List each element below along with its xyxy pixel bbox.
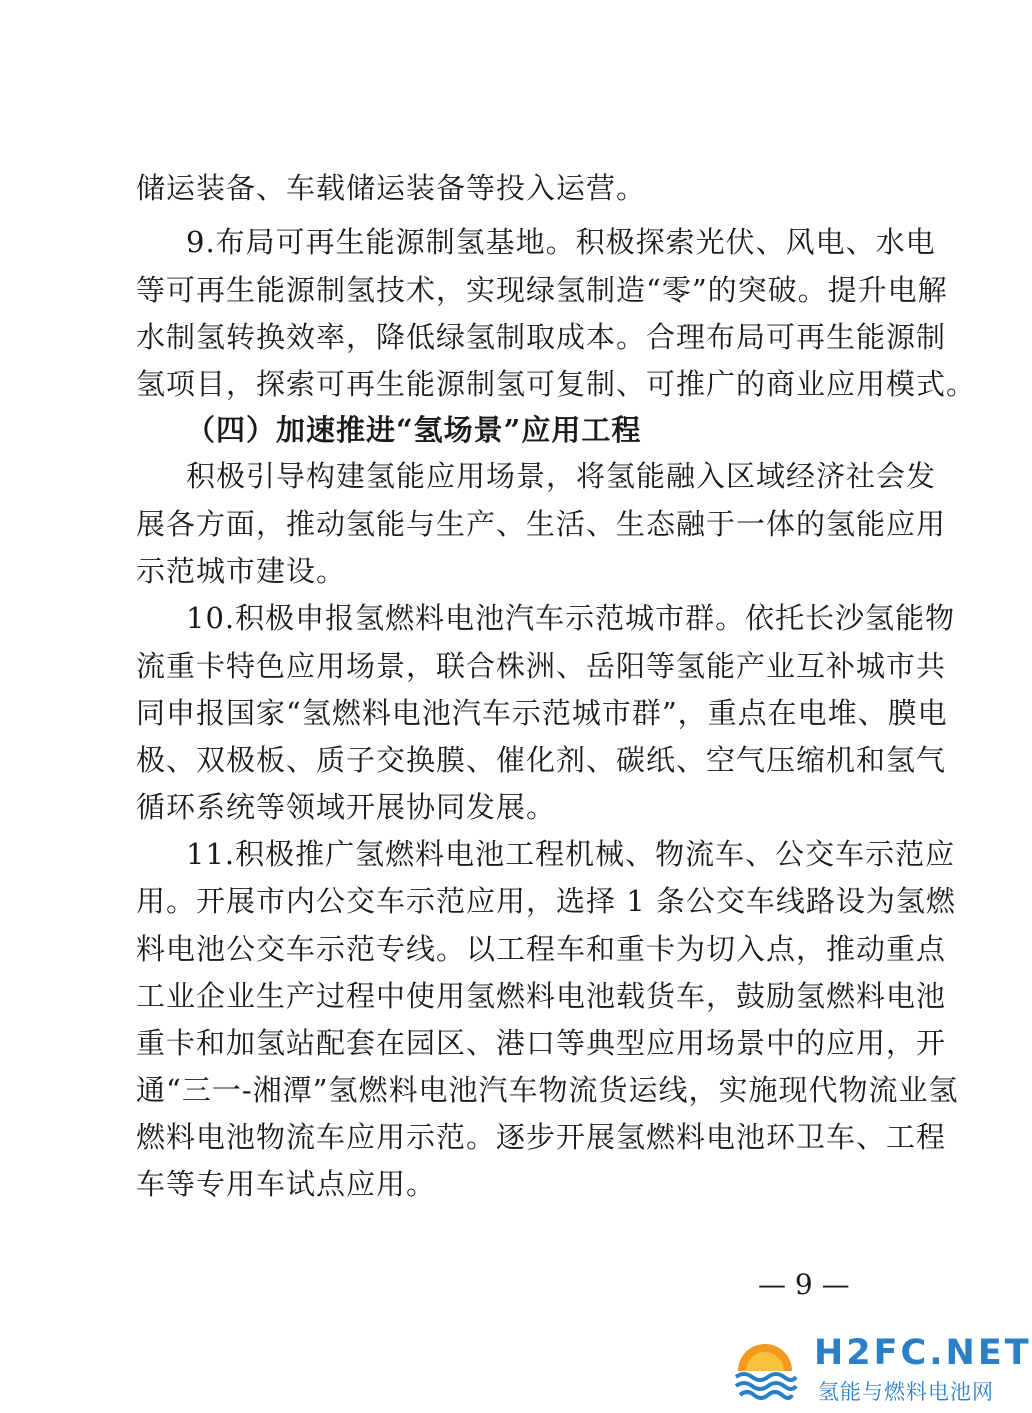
watermark-site-name-cn: 氢能与燃料电池网 (818, 1380, 994, 1404)
paragraph-intro-start: 积极引导构建氢能应用场景，将氢能融入区域经济社会发 (186, 459, 937, 493)
section-heading: （四）加速推进“氢场景”应用工程 (186, 413, 642, 447)
text-line: 重卡和加氢站配套在园区、港口等典型应用场景中的应用，开 (136, 1026, 947, 1060)
paragraph-9-start: 9.布局可再生能源制氢基地。积极探索光伏、风电、水电 (186, 225, 936, 259)
text-line: 料电池公交车示范专线。以工程车和重卡为切入点，推动重点 (136, 932, 947, 966)
text-line: 燃料电池物流车应用示范。逐步开展氢燃料电池环卫车、工程 (136, 1120, 947, 1154)
text-line: 同申报国家“氢燃料电池汽车示范城市群”，重点在电堆、膜电 (136, 696, 948, 730)
text-line: 储运装备、车载储运装备等投入运营。 (136, 171, 647, 205)
text-line: 通“三一-湘潭”氢燃料电池汽车物流货运线，实施现代物流业氢 (136, 1073, 959, 1107)
text-line: 循环系统等领域开展协同发展。 (136, 790, 557, 824)
text-line: 用。开展市内公交车示范应用，选择 1 条公交车线路设为氢燃 (136, 884, 956, 918)
watermark-site-name: H2FC.NET (814, 1333, 1032, 1373)
text-line: 车等专用车试点应用。 (136, 1167, 437, 1201)
text-line: 工业企业生产过程中使用氢燃料电池载货车，鼓励氢燃料电池 (136, 979, 947, 1013)
text-line: 流重卡特色应用场景，联合株洲、岳阳等氢能产业互补城市共 (136, 649, 947, 683)
text-line: 示范城市建设。 (136, 554, 347, 588)
page-number: — 9 — (758, 1268, 850, 1301)
text-line: 等可再生能源制氢技术，实现绿氢制造“零”的突破。提升电解 (136, 273, 948, 307)
text-line: 极、双极板、质子交换膜、催化剂、碳纸、空气压缩机和氢气 (136, 743, 947, 777)
h2fc-logo-icon (732, 1335, 798, 1401)
text-line: 水制氢转换效率，降低绿氢制取成本。合理布局可再生能源制 (136, 320, 947, 354)
paragraph-10-start: 10.积极申报氢燃料电池汽车示范城市群。依托长沙氢能物 (186, 601, 956, 635)
text-line: 展各方面，推动氢能与生产、生活、生态融于一体的氢能应用 (136, 507, 947, 541)
text-line: 氢项目，探索可再生能源制氢可复制、可推广的商业应用模式。 (136, 367, 977, 401)
paragraph-11-start: 11.积极推广氢燃料电池工程机械、物流车、公交车示范应 (186, 837, 956, 871)
